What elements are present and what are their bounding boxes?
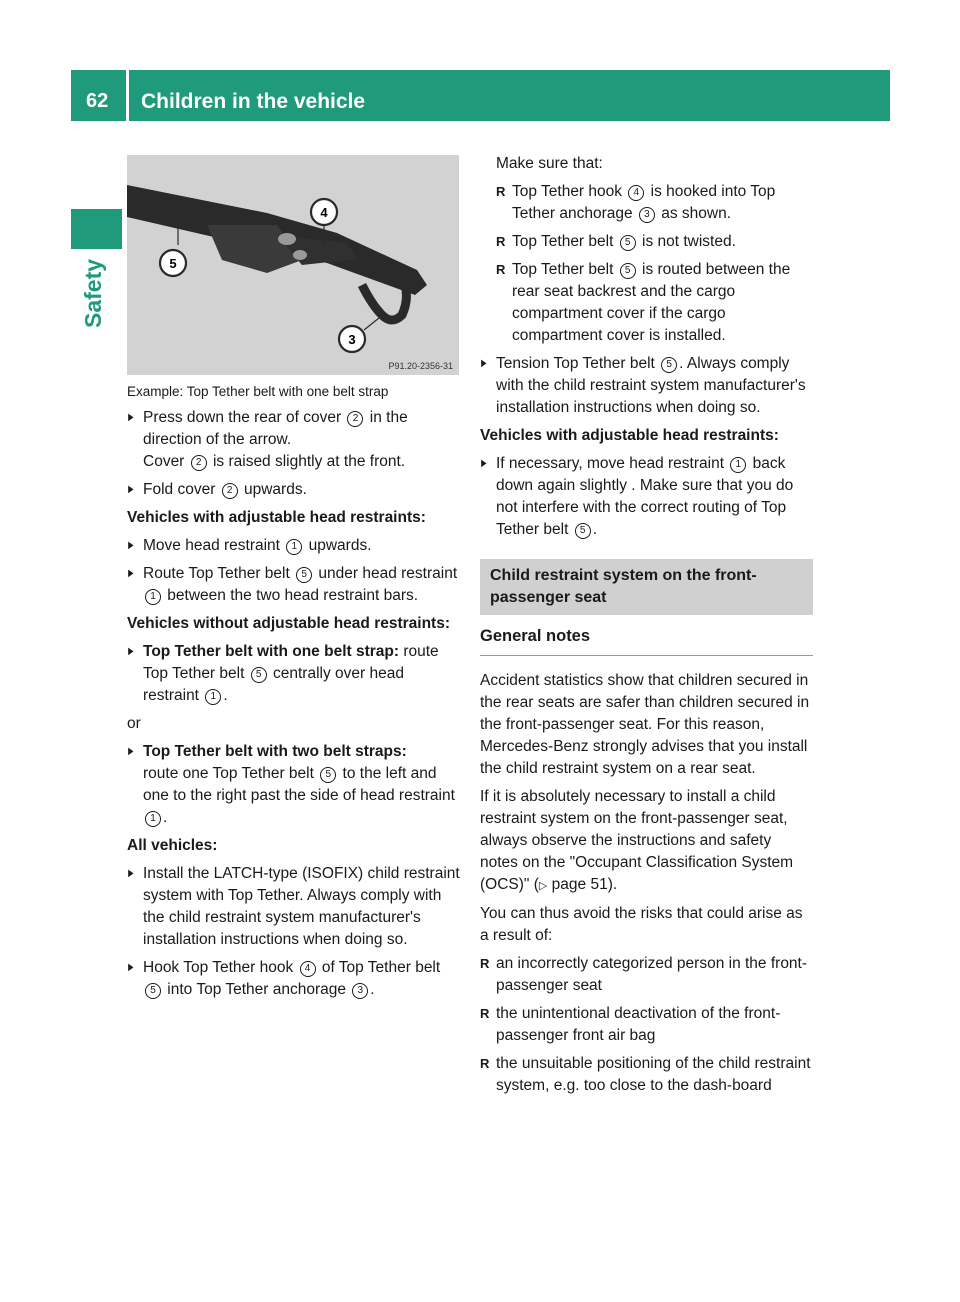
list-item: R Top Tether belt 5 is not twisted.	[496, 231, 813, 253]
section-heading: Child restraint system on the front-passenger seat	[480, 559, 813, 615]
list-item: R an incorrectly categorized person in the front-passenger seat	[480, 953, 813, 997]
make-sure-list	[480, 181, 813, 347]
page-number: 62	[86, 90, 109, 112]
left-column	[127, 383, 460, 1007]
header-divider	[126, 70, 129, 121]
heading-non-adjustable: Vehicles without adjustable head restraints:	[127, 615, 451, 632]
heading-adjustable: Vehicles with adjustable head restraints:	[127, 509, 426, 526]
make-sure-intro: Make sure that:	[496, 155, 603, 172]
step-fold-cover: ▶ Fold cover 2 upwards.	[127, 479, 460, 501]
heading-all-vehicles: All vehicles:	[127, 837, 218, 854]
step-one-strap: ▶ Top Tether belt with one belt strap: route Top Tether belt 5 centrally over head restraint 1 .	[127, 641, 460, 707]
tether-figure	[127, 155, 459, 375]
page-ref-arrow-icon: ▷	[538, 880, 548, 892]
step-press-cover: ▶ Press down the rear of cover 2 in the direction of the arrow. Cover 2 is raised slightly at the front.	[127, 407, 460, 473]
page-title: Children in the vehicle	[141, 90, 366, 113]
step-move-back: ▶ If necessary, move head restraint 1 back down again slightly . Make sure that you do not interfere with the correct routing of Top Tether belt 5 .	[480, 453, 813, 541]
heading-adjustable-right: Vehicles with adjustable head restraints:	[480, 427, 779, 444]
right-column	[480, 153, 813, 1103]
callout-4: 4	[320, 205, 328, 220]
section-tab-marker	[71, 209, 122, 249]
list-item: R Top Tether hook 4 is hooked into Top Tether anchorage 3 as shown.	[496, 181, 813, 225]
or-text: or	[127, 715, 141, 732]
list-item: R the unsuitable positioning of the child restraint system, e.g. too close to the dash-board	[480, 1053, 813, 1097]
paragraph: You can thus avoid the risks that could arise as a result of:	[480, 905, 803, 944]
step-route-belt: ▶ Route Top Tether belt 5 under head restraint 1 between the two head restraint bars.	[127, 563, 460, 607]
list-item: R Top Tether belt 5 is routed between the rear seat backrest and the cargo compartment cover if the cargo compartment cover is installed.	[496, 259, 813, 347]
callout-3: 3	[348, 332, 356, 347]
step-install-latch: ▶ Install the LATCH-type (ISOFIX) child restraint system with Top Tether. Always comply with the child restraint system manufacturer's installation instructions when doing so.	[127, 863, 460, 951]
callout-5: 5	[169, 256, 177, 271]
step-tension-belt: ▶ Tension Top Tether belt 5 . Always comply with the child restraint system manufacturer's installation instructions when doing so.	[480, 353, 813, 419]
subsection-heading: General notes	[480, 625, 813, 656]
figure-code: P91.20-2356-31	[388, 361, 453, 371]
tether-illustration	[127, 155, 459, 375]
step-hook-anchorage: ▶ Hook Top Tether hook 4 of Top Tether belt 5 into Top Tether anchorage 3 .	[127, 957, 460, 1001]
paragraph-ocs: If it is absolutely necessary to install a child restraint system on the front-passenger seat, always observe the instructions and safety notes on the "Occupant Classification System (OCS)" (▷ page 51).	[480, 788, 794, 893]
step-move-head-restraint: ▶ Move head restraint 1 upwards.	[127, 535, 460, 557]
paragraph: Accident statistics show that children secured in the rear seats are safer than children secured in the front-passenger seat. For this reason, Mercedes-Benz strongly advises that you install the child restraint system on a rear seat.	[480, 672, 810, 777]
figure-caption: Example: Top Tether belt with one belt strap	[127, 384, 389, 399]
section-tab-label: Safety	[80, 258, 106, 328]
step-two-straps: ▶ Top Tether belt with two belt straps: route one Top Tether belt 5 to the left and one to the right past the side of head restraint 1 .	[127, 741, 460, 829]
list-item: R the unintentional deactivation of the front-passenger front air bag	[480, 1003, 813, 1047]
